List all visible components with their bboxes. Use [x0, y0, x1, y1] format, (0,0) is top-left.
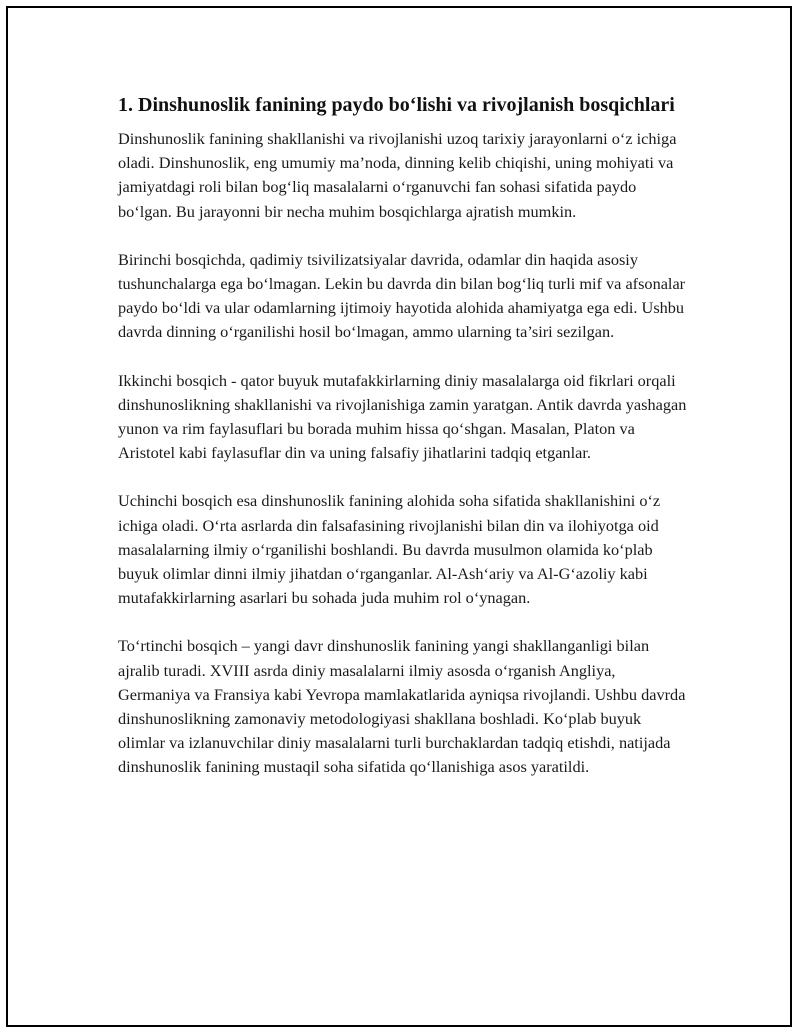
section-title: 1. Dinshunoslik fanining paydo bo‘lishi va rivojlanish bosqichlari: [118, 94, 675, 116]
paragraph-stage-4: To‘rtinchi bosqich – yangi davr dinshunoslik fanining yangi shakllanganligi bilan ajralib turadi. XVIII asrda diniy masalalarni ilmiy asosda o‘rganish Angliya, Germaniya va Fransiya kabi Yevropa mamlakatlarida ayniqsa rivojlandi. Ushbu davrda dinshunoslikning zamonaviy metodologiyasi shakllana boshladi. Ko‘plab buyuk olimlar va izlanuvchilar diniy masalalarni turli burchaklardan tadqiq etishdi, natijada dinshunoslik fanining mustaqil soha sifatida qo‘llanishiga asos yaratildi.: [118, 636, 686, 777]
paragraph-stage-3: Uchinchi bosqich esa dinshunoslik fanining alohida soha sifatida shakllanishini o‘z ichiga oladi. O‘rta asrlarda din falsafasining rivojlanishi bilan din va ilohiyotga oid masalalarning ilmiy o‘rganilishi boshlandi. Bu davrda musulmon olamida ko‘plab buyuk olimlar dinni ilmiy jihatdan o‘rganganlar. Al-Ash‘ariy va Al-G‘azoliy kabi mutafakkirlarning asarlari bu sohada juda muhim rol o‘ynagan.: [118, 491, 661, 608]
paragraph-stage-2: Ikkinchi bosqich - qator buyuk mutafakkirlarning diniy masalalarga oid fikrlari orqali dinshunoslikning shakllanishi va rivojlanishiga zamin yaratgan. Antik davrda yashagan yunon va rim faylasuflari bu borada muhim hissa qo‘shgan. Masalan, Platon va Aristotel kabi faylasuflar din va uning falsafiy jihatlarini tadqiq etganlar.: [118, 370, 687, 463]
paragraph-stage-1: Birinchi bosqichda, qadimiy tsivilizatsiyalar davrida, odamlar din haqida asosiy tushunchalarga ega bo‘lmagan. Lekin bu davrda din bilan bog‘liq turli mif va afsonalar paydo bo‘ldi va ular odamlarning ijtimoiy hayotida alohida ahamiyatga ega edi. Ushbu davrda dinning o‘rganilishi hosil bo‘lmagan, ammo ularning ta’siri sezilgan.: [118, 249, 686, 342]
document-body: [118, 92, 690, 804]
paragraph-intro: Dinshunoslik fanining shakllanishi va rivojlanishi uzoq tarixiy jarayonlarni o‘z ichiga oladi. Dinshunoslik, eng umumiy ma’noda, dinning kelib chiqishi, uning mohiyati va jamiyatdagi roli bilan bog‘liq masalalarni o‘rganuvchi fan sohasi sifatida paydo bo‘lgan. Bu jarayonni bir necha muhim bosqichlarga ajratish mumkin.: [118, 129, 677, 221]
